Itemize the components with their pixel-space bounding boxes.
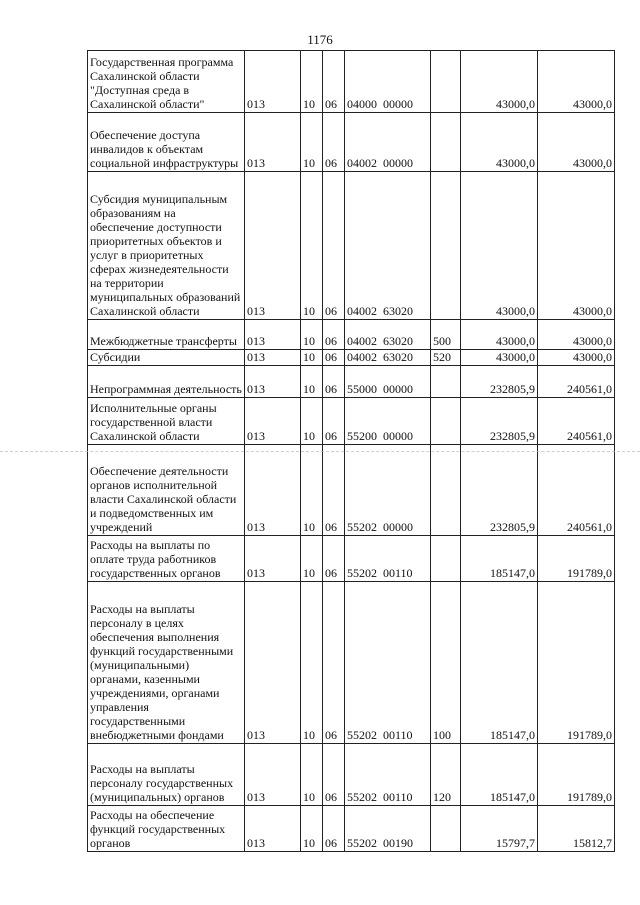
amount-2: 43000,0: [538, 350, 615, 366]
expense-type-code: [431, 172, 461, 320]
expense-type-code: 500: [431, 320, 461, 350]
ministry-code: 013: [245, 51, 301, 113]
row-name: Расходы на выплаты персоналу государственных (муниципальных) органов: [88, 744, 245, 806]
row-name: Расходы на выплаты персоналу в целях обеспечения выполнения функций государственными (муниципальными) органами, казенными учреждениями, органами управления государственными внебюджетными фондами: [88, 582, 245, 744]
expense-type-code: [431, 398, 461, 445]
target-code: 55200 00000: [345, 398, 431, 445]
ministry-code: 013: [245, 582, 301, 744]
ministry-code: 013: [245, 113, 301, 172]
ministry-code: 013: [245, 172, 301, 320]
amount-1: 43000,0: [461, 51, 538, 113]
row-name: Субсидия муниципальным образованиям на обеспечение доступности приоритетных объектов и услуг в приоритетных сферах жизнедеятельности на территории муниципальных образований Сахалинской области: [88, 172, 245, 320]
table-row: [88, 350, 615, 366]
ministry-code: 013: [245, 320, 301, 350]
table-row: [88, 366, 615, 398]
expense-type-code: [431, 806, 461, 852]
amount-2: 240561,0: [538, 445, 615, 536]
table-row: [88, 51, 615, 113]
ministry-code: 013: [245, 366, 301, 398]
subsection-code: 06: [323, 113, 345, 172]
section-code: 10: [301, 366, 323, 398]
amount-1: 15797,7: [461, 806, 538, 852]
target-code: 04002 63020: [345, 320, 431, 350]
subsection-code: 06: [323, 536, 345, 582]
amount-2: 240561,0: [538, 366, 615, 398]
row-name: Межбюджетные трансферты: [88, 320, 245, 350]
section-code: 10: [301, 51, 323, 113]
subsection-code: 06: [323, 51, 345, 113]
target-code: 55202 00110: [345, 744, 431, 806]
row-name: Расходы на выплаты по оплате труда работников государственных органов: [88, 536, 245, 582]
amount-2: 240561,0: [538, 398, 615, 445]
table-row: [88, 113, 615, 172]
table-row: [88, 445, 615, 536]
expense-type-code: [431, 366, 461, 398]
scan-artifact-line: [0, 451, 640, 452]
table-row: [88, 582, 615, 744]
amount-1: 185147,0: [461, 744, 538, 806]
table-row: [88, 536, 615, 582]
amount-1: 232805,9: [461, 445, 538, 536]
ministry-code: 013: [245, 350, 301, 366]
section-code: 10: [301, 744, 323, 806]
amount-2: 15812,7: [538, 806, 615, 852]
subsection-code: 06: [323, 445, 345, 536]
subsection-code: 06: [323, 398, 345, 445]
amount-1: 43000,0: [461, 320, 538, 350]
amount-1: 185147,0: [461, 536, 538, 582]
amount-1: 232805,9: [461, 398, 538, 445]
expense-type-code: [431, 113, 461, 172]
expense-type-code: 120: [431, 744, 461, 806]
amount-2: 43000,0: [538, 320, 615, 350]
row-name: Исполнительные органы государственной власти Сахалинской области: [88, 398, 245, 445]
ministry-code: 013: [245, 398, 301, 445]
section-code: 10: [301, 806, 323, 852]
amount-1: 43000,0: [461, 172, 538, 320]
row-name: Непрограммная деятельность: [88, 366, 245, 398]
subsection-code: 06: [323, 350, 345, 366]
row-name: Субсидии: [88, 350, 245, 366]
ministry-code: 013: [245, 744, 301, 806]
target-code: 04002 63020: [345, 350, 431, 366]
amount-1: 232805,9: [461, 366, 538, 398]
table-row: [88, 744, 615, 806]
section-code: 10: [301, 113, 323, 172]
section-code: 10: [301, 350, 323, 366]
row-name: Обеспечение доступа инвалидов к объектам социальной инфраструктуры: [88, 113, 245, 172]
ministry-code: 013: [245, 445, 301, 536]
expense-type-code: [431, 51, 461, 113]
target-code: 55202 00110: [345, 582, 431, 744]
amount-1: 185147,0: [461, 582, 538, 744]
section-code: 10: [301, 536, 323, 582]
ministry-code: 013: [245, 806, 301, 852]
amount-1: 43000,0: [461, 350, 538, 366]
row-name: Расходы на обеспечение функций государственных органов: [88, 806, 245, 852]
ministry-code: 013: [245, 536, 301, 582]
section-code: 10: [301, 582, 323, 744]
table-row: [88, 806, 615, 852]
target-code: 55202 00000: [345, 445, 431, 536]
amount-2: 191789,0: [538, 744, 615, 806]
row-name: Государственная программа Сахалинской области "Доступная среда в Сахалинской области": [88, 51, 245, 113]
subsection-code: 06: [323, 744, 345, 806]
expense-type-code: [431, 536, 461, 582]
subsection-code: 06: [323, 366, 345, 398]
expense-type-code: [431, 445, 461, 536]
section-code: 10: [301, 445, 323, 536]
expense-type-code: 520: [431, 350, 461, 366]
amount-2: 191789,0: [538, 582, 615, 744]
amount-2: 43000,0: [538, 172, 615, 320]
row-name: Обеспечение деятельности органов исполнительной власти Сахалинской области и подведомственных им учреждений: [88, 445, 245, 536]
target-code: 04000 00000: [345, 51, 431, 113]
table-row: [88, 320, 615, 350]
subsection-code: 06: [323, 806, 345, 852]
page-number: 1176: [307, 32, 333, 47]
table-row: [88, 398, 615, 445]
amount-2: 43000,0: [538, 113, 615, 172]
section-code: 10: [301, 320, 323, 350]
target-code: 55202 00110: [345, 536, 431, 582]
subsection-code: 06: [323, 320, 345, 350]
section-code: 10: [301, 172, 323, 320]
subsection-code: 06: [323, 582, 345, 744]
amount-2: 191789,0: [538, 536, 615, 582]
section-code: 10: [301, 398, 323, 445]
subsection-code: 06: [323, 172, 345, 320]
target-code: 04002 63020: [345, 172, 431, 320]
amount-2: 43000,0: [538, 51, 615, 113]
target-code: 55202 00190: [345, 806, 431, 852]
amount-1: 43000,0: [461, 113, 538, 172]
expense-type-code: 100: [431, 582, 461, 744]
target-code: 04002 00000: [345, 113, 431, 172]
table-row: [88, 172, 615, 320]
target-code: 55000 00000: [345, 366, 431, 398]
